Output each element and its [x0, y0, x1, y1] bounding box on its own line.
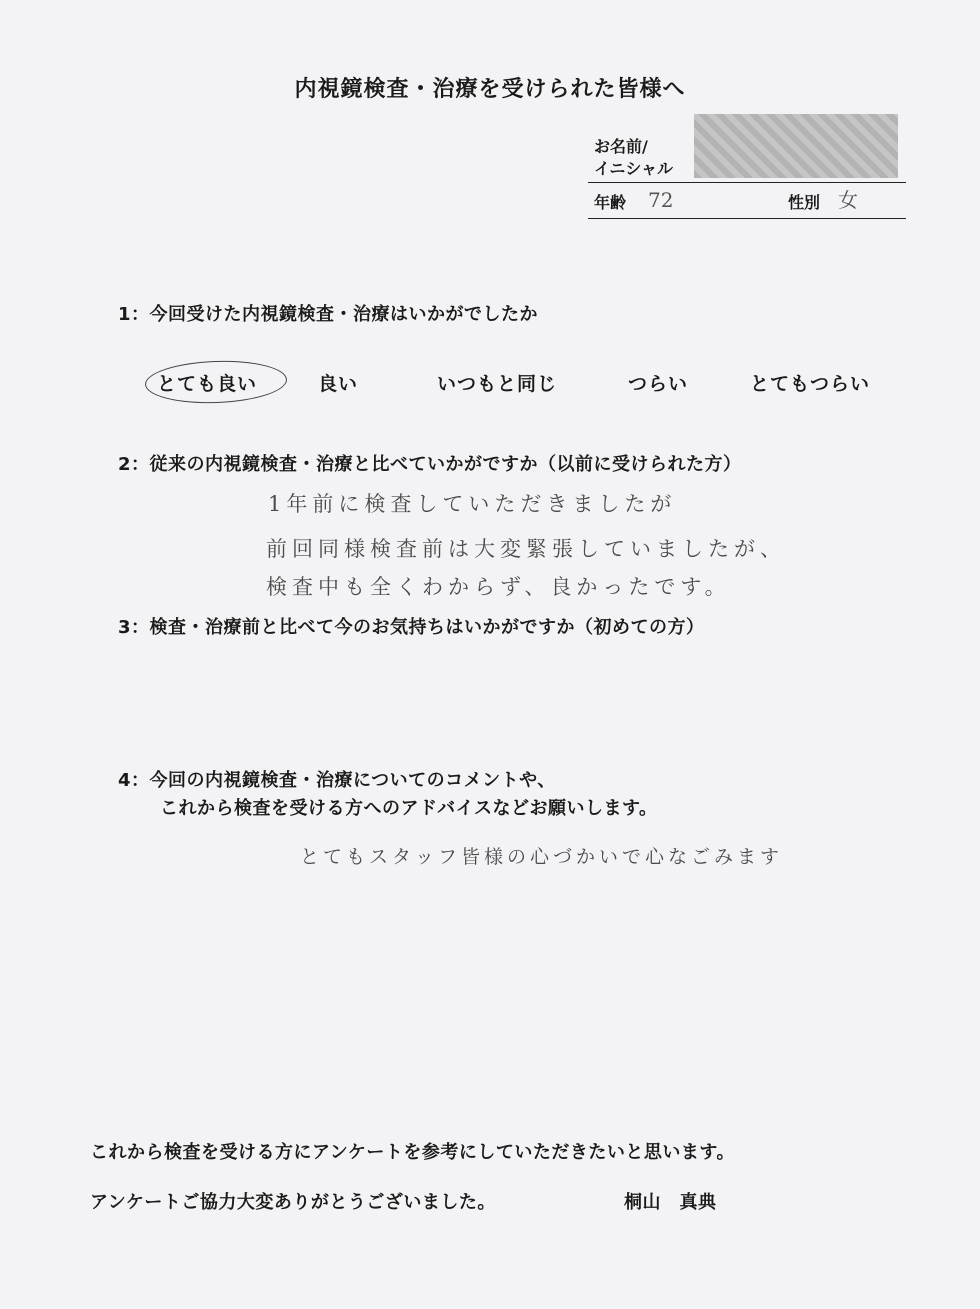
q2-answer-line-2: 前回同様検査前は大変緊張していましたが、	[266, 537, 786, 561]
name-label-1: お名前/	[594, 137, 648, 156]
footer-line-2: アンケートご協力大変ありがとうございました。	[90, 1192, 496, 1213]
question-1: 1：今回受けた内視鏡検査・治療はいかがでしたか	[118, 304, 539, 325]
question-4-line-1: 4：今回の内視鏡検査・治療についてのコメントや、	[118, 770, 556, 791]
age-label: 年齢	[594, 193, 627, 212]
sex-label: 性別	[788, 193, 821, 212]
name-underline	[588, 182, 906, 183]
footer-line-1: これから検査を受ける方にアンケートを参考にしていただきたいと思います。	[90, 1142, 735, 1163]
name-label-2: イニシャル	[594, 159, 674, 178]
option-hard: つらい	[628, 373, 689, 395]
page-title: 内視鏡検査・治療を受けられた皆様へ	[294, 77, 686, 102]
option-good: 良い	[318, 373, 359, 395]
option-same: いつもと同じ	[437, 373, 558, 395]
q2-answer-line-1: 1年前に検査していただきましたが	[268, 492, 677, 516]
respondent-info	[588, 110, 906, 222]
question-3: 3：検査・治療前と比べて今のお気持ちはいかがですか（初めての方）	[118, 617, 705, 638]
question-4-line-2: これから検査を受ける方へのアドバイスなどお願いします。	[160, 798, 658, 819]
age-underline	[588, 218, 906, 219]
age-value: 72	[648, 188, 674, 212]
q2-answer-line-3: 検査中も全くわからず、良かったです。	[266, 575, 731, 599]
sex-value: 女	[838, 188, 858, 212]
question-2: 2：従来の内視鏡検査・治療と比べていかがですか（以前に受けられた方）	[118, 454, 742, 475]
option-very-good: とても良い	[157, 373, 258, 395]
option-very-hard: とてもつらい	[750, 373, 871, 395]
q4-answer: とてもスタッフ皆様の心づかいで心なごみます	[300, 846, 784, 868]
signature: 桐山 真典	[624, 1192, 717, 1213]
redacted-name	[694, 114, 898, 178]
